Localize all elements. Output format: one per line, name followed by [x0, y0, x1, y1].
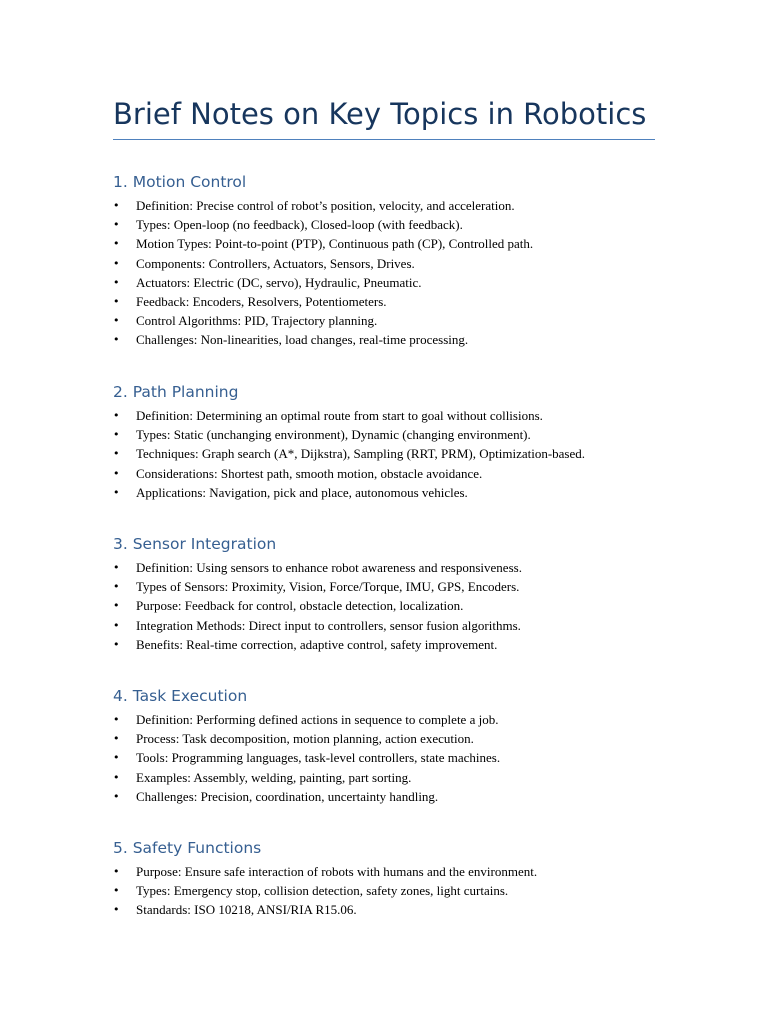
bullet-icon: •: [113, 713, 120, 726]
bullet-icon: •: [113, 751, 120, 765]
list-item-text: Definition: Performing defined actions in sequence to complete a job.: [136, 712, 499, 727]
bullet-icon: •: [113, 637, 120, 651]
bullet-icon: •: [113, 409, 120, 422]
list-item-text: Definition: Precise control of robot’s position, velocity, and acceleration.: [136, 198, 515, 213]
list-item-text: Definition: Using sensors to enhance robot awareness and responsiveness.: [136, 560, 522, 575]
section-heading: 2. Path Planning: [113, 383, 239, 401]
list-item-text: Benefits: Real-time correction, adaptive control, safety improvement.: [136, 636, 498, 652]
bullet-icon: •: [113, 294, 120, 308]
bullet-icon: •: [113, 618, 120, 632]
list-item: [113, 710, 673, 729]
list-item-text: Standards: ISO 10218, ANSI/RIA R15.06.: [136, 902, 357, 918]
list-item-text: Components: Controllers, Actuators, Sensors, Drives.: [136, 255, 415, 271]
list-item-text: Purpose: Ensure safe interaction of robots with humans and the environment.: [136, 864, 538, 879]
list-item: [113, 311, 673, 330]
list-item-text: Challenges: Non-linearities, load changes, real-time processing.: [136, 332, 469, 348]
list-item-text: Tools: Programming languages, task-level controllers, state machines.: [136, 750, 501, 766]
bullet-icon: •: [113, 275, 120, 289]
bullet-list: [113, 558, 673, 654]
list-item-text: Types of Sensors: Proximity, Vision, Force/Torque, IMU, GPS, Encoders.: [136, 579, 520, 595]
section-heading: 5. Safety Functions: [113, 839, 262, 857]
bullet-icon: •: [113, 903, 120, 917]
bullet-icon: •: [113, 580, 120, 594]
section-heading: 4. Task Execution: [113, 687, 248, 705]
list-item-text: Techniques: Graph search (A*, Dijkstra), Sampling (RRT, PRM), Optimization-based.: [136, 446, 586, 462]
bullet-icon: •: [113, 199, 120, 212]
list-item-text: Types: Emergency stop, collision detection, safety zones, light curtains.: [136, 883, 509, 899]
bullet-icon: •: [113, 466, 120, 480]
bullet-icon: •: [113, 447, 120, 461]
list-item-text: Control Algorithms: PID, Trajectory planning.: [136, 313, 378, 329]
bullet-icon: •: [113, 789, 120, 803]
list-item: [113, 881, 673, 900]
list-item: [113, 234, 673, 253]
list-item-text: Process: Task decomposition, motion planning, action execution.: [136, 731, 474, 747]
bullet-icon: •: [113, 218, 120, 232]
bullet-icon: •: [113, 599, 120, 613]
bullet-icon: •: [113, 865, 120, 878]
bullet-icon: •: [113, 884, 120, 898]
bullet-list: [113, 196, 673, 350]
list-item-text: Types: Static (unchanging environment), Dynamic (changing environment).: [136, 427, 531, 443]
list-item: [113, 406, 673, 425]
title-underline: [113, 139, 655, 140]
list-item: [113, 196, 673, 215]
list-item: [113, 616, 673, 635]
list-item-text: Challenges: Precision, coordination, uncertainty handling.: [136, 788, 439, 804]
bullet-icon: •: [113, 770, 120, 784]
list-item: [113, 292, 673, 311]
bullet-list: [113, 862, 673, 920]
section-path-planning: [113, 382, 673, 502]
list-item: [113, 444, 673, 463]
section-task-execution: [113, 686, 673, 806]
list-item: [113, 768, 673, 787]
list-item-text: Types: Open-loop (no feedback), Closed-loop (with feedback).: [136, 217, 463, 233]
section-sensor-integration: [113, 534, 673, 654]
list-item: [113, 558, 673, 577]
list-item: [113, 425, 673, 444]
list-item: [113, 273, 673, 292]
bullet-icon: •: [113, 428, 120, 442]
bullet-icon: •: [113, 561, 120, 574]
list-item: [113, 596, 673, 615]
list-item-text: Feedback: Encoders, Resolvers, Potentiometers.: [136, 293, 387, 309]
list-item: [113, 862, 673, 881]
list-item: [113, 254, 673, 273]
section-motion-control: [113, 172, 673, 350]
bullet-icon: •: [113, 256, 120, 270]
list-item: [113, 215, 673, 234]
list-item: [113, 748, 673, 767]
list-item-text: Motion Types: Point-to-point (PTP), Continuous path (CP), Controlled path.: [136, 236, 534, 252]
list-item-text: Integration Methods: Direct input to controllers, sensor fusion algorithms.: [136, 617, 521, 633]
bullet-icon: •: [113, 485, 120, 499]
section-heading: 1. Motion Control: [113, 173, 247, 191]
list-item-text: Actuators: Electric (DC, servo), Hydraulic, Pneumatic.: [136, 274, 422, 290]
list-item: [113, 577, 673, 596]
list-item: [113, 729, 673, 748]
list-item-text: Purpose: Feedback for control, obstacle detection, localization.: [136, 598, 464, 614]
bullet-icon: •: [113, 333, 120, 347]
bullet-list: [113, 710, 673, 806]
list-item-text: Applications: Navigation, pick and place, autonomous vehicles.: [136, 484, 468, 500]
list-item-text: Considerations: Shortest path, smooth motion, obstacle avoidance.: [136, 465, 483, 481]
list-item-text: Examples: Assembly, welding, painting, part sorting.: [136, 769, 412, 785]
list-item: [113, 483, 673, 502]
list-item: [113, 330, 673, 349]
section-safety-functions: [113, 838, 673, 920]
list-item: [113, 635, 673, 654]
list-item: [113, 464, 673, 483]
list-item-text: Definition: Determining an optimal route from start to goal without collisions.: [136, 408, 543, 423]
bullet-icon: •: [113, 314, 120, 328]
bullet-icon: •: [113, 732, 120, 746]
list-item: [113, 900, 673, 919]
document-title: Brief Notes on Key Topics in Robotics: [113, 97, 647, 131]
list-item: [113, 787, 673, 806]
bullet-list: [113, 406, 673, 502]
bullet-icon: •: [113, 237, 120, 251]
section-heading: 3. Sensor Integration: [113, 535, 277, 553]
